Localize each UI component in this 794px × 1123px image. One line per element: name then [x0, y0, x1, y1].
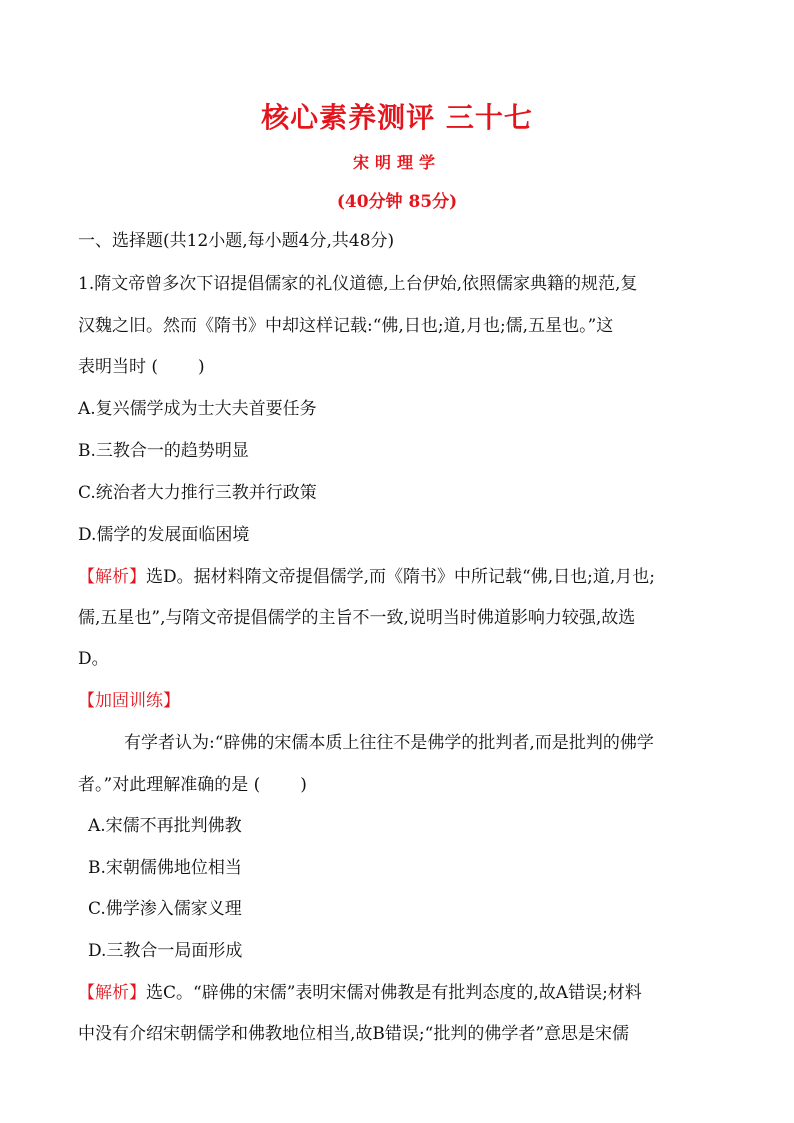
- reinforce-analysis-line-2: 中没有介绍宋朝儒学和佛教地位相当,故B错误;“批判的佛学者”意思是宋儒: [78, 1024, 630, 1044]
- reinforce-option-a: A.宋儒不再批判佛教: [88, 816, 242, 836]
- reinforce-stem-line-1: 有学者认为:“辟佛的宋儒本质上往往不是佛学的批判者,而是批判的佛学: [124, 733, 654, 753]
- q1-stem-line-2: 汉魏之旧。然而《隋书》中却这样记载:“佛,日也;道,月也;儒,五星也。”这: [78, 316, 614, 336]
- q1-option-a: A.复兴儒学成为士大夫首要任务: [78, 399, 317, 419]
- q1-stem-line-1: 1.隋文帝曾多次下诏提倡儒家的礼仪道德,上台伊始,依照儒家典籍的规范,复: [78, 274, 638, 294]
- q1-analysis-text: 选D。据材料隋文帝提倡儒学,而《隋书》中所记载“佛,日也;道,月也;: [146, 567, 655, 587]
- reinforce-option-d: D.三教合一局面形成: [88, 941, 243, 961]
- q1-analysis-line-2: 儒,五星也”,与隋文帝提倡儒学的主旨不一致,说明当时佛道影响力较强,故选: [78, 608, 636, 628]
- q1-stem-close: ): [198, 357, 205, 377]
- q1-option-b: B.三教合一的趋势明显: [78, 441, 249, 461]
- reinforce-option-b: B.宋朝儒佛地位相当: [88, 858, 242, 878]
- time-score-line: (40分钟 85分): [336, 192, 458, 212]
- reinforce-stem-line-2: [78, 774, 307, 796]
- reinforce-analysis-text: 选C。“辟佛的宋儒”表明宋儒对佛教是有批判态度的,故A错误;材料: [146, 983, 642, 1003]
- analysis-tag: 【解析】: [78, 567, 146, 587]
- section-heading: 一、选择题(共12小题,每小题4分,共48分): [78, 231, 395, 251]
- q1-stem-text: 表明当时 (: [78, 357, 159, 377]
- q1-analysis-line-1: [78, 566, 655, 588]
- q1-option-d: D.儒学的发展面临困境: [78, 525, 250, 545]
- reinforce-option-c: C.佛学渗入儒家义理: [88, 899, 242, 919]
- reinforce-tag: 【加固训练】: [78, 691, 180, 711]
- page-subtitle: 宋明理学: [352, 153, 441, 172]
- reinforce-stem-close: ): [300, 775, 307, 795]
- q1-analysis-line-3: D。: [78, 649, 109, 669]
- q1-option-c: C.统治者大力推行三教并行政策: [78, 483, 317, 503]
- reinforce-analysis-line-1: [78, 982, 642, 1004]
- q1-stem-line-3: [78, 356, 205, 378]
- page-title: 核心素养测评 三十七: [261, 101, 533, 134]
- reinforce-stem-text: 者。”对此理解准确的是 (: [78, 775, 261, 795]
- analysis-tag: 【解析】: [78, 983, 146, 1003]
